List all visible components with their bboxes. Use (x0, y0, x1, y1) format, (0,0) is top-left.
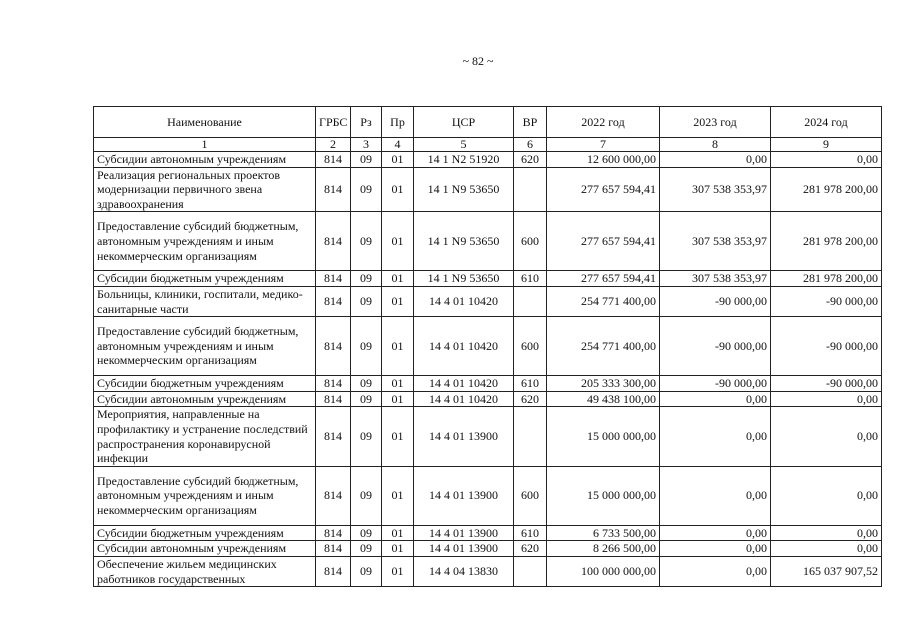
cell-2024: -90 000,00 (771, 286, 882, 316)
cell-2023: 0,00 (660, 466, 771, 525)
cell-vr (514, 167, 547, 212)
cell-name: Реализация региональных проектов модернизации первичного звена здравоохранения (94, 167, 316, 212)
column-number: 3 (351, 138, 382, 152)
cell-2024: 281 978 200,00 (771, 271, 882, 287)
cell-2023: 307 538 353,97 (660, 167, 771, 212)
column-number: 5 (414, 138, 514, 152)
column-number: 8 (660, 138, 771, 152)
cell-2024: 0,00 (771, 466, 882, 525)
cell-2022: 6 733 500,00 (547, 525, 660, 541)
cell-pr: 01 (382, 466, 414, 525)
table-row (94, 167, 882, 212)
cell-name: Предоставление субсидий бюджетным, автономным учреждениям и иным некоммерческим организациям (94, 317, 316, 376)
cell-grbs: 814 (316, 407, 351, 466)
column-number: 4 (382, 138, 414, 152)
cell-csr: 14 1 N9 53650 (414, 212, 514, 271)
cell-name: Мероприятия, направленные на профилактику и устранение последствий распространения коронавирусной инфекции (94, 407, 316, 466)
header-csr: ЦСР (414, 107, 514, 138)
cell-rz: 09 (351, 407, 382, 466)
cell-rz: 09 (351, 466, 382, 525)
header-2023: 2023 год (660, 107, 771, 138)
cell-csr: 14 4 04 13830 (414, 556, 514, 586)
header-vr: ВР (514, 107, 547, 138)
table-row (94, 556, 882, 586)
cell-pr: 01 (382, 376, 414, 392)
cell-2024: 0,00 (771, 541, 882, 557)
table-row (94, 466, 882, 525)
cell-grbs: 814 (316, 167, 351, 212)
cell-2022: 12 600 000,00 (547, 152, 660, 168)
cell-2023: -90 000,00 (660, 286, 771, 316)
cell-grbs: 814 (316, 376, 351, 392)
cell-grbs: 814 (316, 525, 351, 541)
table-body (94, 152, 882, 587)
cell-name: Субсидии бюджетным учреждениям (94, 376, 316, 392)
cell-2024: 0,00 (771, 525, 882, 541)
cell-grbs: 814 (316, 286, 351, 316)
cell-name: Предоставление субсидий бюджетным, автономным учреждениям и иным некоммерческим организациям (94, 212, 316, 271)
cell-2022: 15 000 000,00 (547, 466, 660, 525)
header-rz: Рз (351, 107, 382, 138)
column-number: 7 (547, 138, 660, 152)
cell-2022: 277 657 594,41 (547, 271, 660, 287)
cell-2023: 0,00 (660, 391, 771, 407)
cell-name: Субсидии автономным учреждениям (94, 541, 316, 557)
column-number: 1 (94, 138, 316, 152)
table-row (94, 407, 882, 466)
cell-rz: 09 (351, 271, 382, 287)
cell-vr (514, 556, 547, 586)
cell-csr: 14 1 N9 53650 (414, 271, 514, 287)
cell-2024: 0,00 (771, 407, 882, 466)
cell-grbs: 814 (316, 466, 351, 525)
cell-grbs: 814 (316, 271, 351, 287)
cell-csr: 14 4 01 13900 (414, 525, 514, 541)
cell-grbs: 814 (316, 317, 351, 376)
table-row (94, 317, 882, 376)
cell-rz: 09 (351, 391, 382, 407)
column-number-row (94, 138, 882, 152)
cell-rz: 09 (351, 525, 382, 541)
table-row (94, 541, 882, 557)
cell-2023: 0,00 (660, 525, 771, 541)
cell-2022: 15 000 000,00 (547, 407, 660, 466)
cell-csr: 14 1 N9 53650 (414, 167, 514, 212)
cell-grbs: 814 (316, 556, 351, 586)
cell-2024: 281 978 200,00 (771, 212, 882, 271)
cell-vr: 620 (514, 152, 547, 168)
cell-csr: 14 4 01 13900 (414, 466, 514, 525)
header-row (94, 107, 882, 138)
cell-vr: 600 (514, 212, 547, 271)
cell-rz: 09 (351, 286, 382, 316)
header-2024: 2024 год (771, 107, 882, 138)
cell-name: Субсидии автономным учреждениям (94, 152, 316, 168)
column-number: 2 (316, 138, 351, 152)
table-row (94, 376, 882, 392)
cell-2022: 205 333 300,00 (547, 376, 660, 392)
cell-name: Субсидии бюджетным учреждениям (94, 525, 316, 541)
cell-2023: 307 538 353,97 (660, 212, 771, 271)
cell-2022: 277 657 594,41 (547, 212, 660, 271)
cell-rz: 09 (351, 317, 382, 376)
budget-table (93, 106, 882, 587)
cell-2024: 281 978 200,00 (771, 167, 882, 212)
header-2022: 2022 год (547, 107, 660, 138)
cell-csr: 14 4 01 13900 (414, 541, 514, 557)
header-grbs: ГРБС (316, 107, 351, 138)
cell-2023: 307 538 353,97 (660, 271, 771, 287)
cell-2023: 0,00 (660, 541, 771, 557)
cell-2023: 0,00 (660, 407, 771, 466)
table-row (94, 391, 882, 407)
cell-2024: 0,00 (771, 152, 882, 168)
cell-grbs: 814 (316, 152, 351, 168)
cell-vr: 610 (514, 376, 547, 392)
cell-vr: 610 (514, 525, 547, 541)
cell-2022: 8 266 500,00 (547, 541, 660, 557)
cell-vr: 620 (514, 391, 547, 407)
cell-2023: -90 000,00 (660, 376, 771, 392)
cell-pr: 01 (382, 556, 414, 586)
cell-2022: 254 771 400,00 (547, 286, 660, 316)
cell-2022: 100 000 000,00 (547, 556, 660, 586)
cell-csr: 14 4 01 10420 (414, 286, 514, 316)
cell-rz: 09 (351, 167, 382, 212)
cell-name: Больницы, клиники, госпитали, медико-санитарные части (94, 286, 316, 316)
header-name: Наименование (94, 107, 316, 138)
cell-2023: 0,00 (660, 152, 771, 168)
table-row (94, 525, 882, 541)
cell-csr: 14 4 01 13900 (414, 407, 514, 466)
cell-2023: 0,00 (660, 556, 771, 586)
column-number: 9 (771, 138, 882, 152)
page-number: ~ 82 ~ (462, 54, 494, 68)
table-row (94, 271, 882, 287)
table-row (94, 286, 882, 316)
cell-rz: 09 (351, 376, 382, 392)
cell-pr: 01 (382, 286, 414, 316)
cell-vr: 600 (514, 317, 547, 376)
cell-pr: 01 (382, 317, 414, 376)
cell-csr: 14 4 01 10420 (414, 317, 514, 376)
cell-grbs: 814 (316, 212, 351, 271)
cell-rz: 09 (351, 556, 382, 586)
table-row (94, 152, 882, 168)
cell-pr: 01 (382, 271, 414, 287)
cell-grbs: 814 (316, 391, 351, 407)
cell-csr: 14 4 01 10420 (414, 376, 514, 392)
cell-2022: 49 438 100,00 (547, 391, 660, 407)
cell-vr: 610 (514, 271, 547, 287)
cell-2022: 254 771 400,00 (547, 317, 660, 376)
cell-2024: -90 000,00 (771, 376, 882, 392)
cell-rz: 09 (351, 212, 382, 271)
cell-2024: 165 037 907,52 (771, 556, 882, 586)
cell-vr (514, 286, 547, 316)
cell-2024: 0,00 (771, 391, 882, 407)
cell-2023: -90 000,00 (660, 317, 771, 376)
cell-pr: 01 (382, 212, 414, 271)
cell-vr: 620 (514, 541, 547, 557)
cell-name: Предоставление субсидий бюджетным, автономным учреждениям и иным некоммерческим организациям (94, 466, 316, 525)
cell-csr: 14 1 N2 51920 (414, 152, 514, 168)
cell-pr: 01 (382, 541, 414, 557)
cell-rz: 09 (351, 541, 382, 557)
table-row (94, 212, 882, 271)
cell-pr: 01 (382, 525, 414, 541)
cell-vr (514, 407, 547, 466)
cell-pr: 01 (382, 152, 414, 168)
cell-vr: 600 (514, 466, 547, 525)
cell-name: Обеспечение жильем медицинских работников государственных (94, 556, 316, 586)
cell-name: Субсидии автономным учреждениям (94, 391, 316, 407)
cell-pr: 01 (382, 167, 414, 212)
cell-rz: 09 (351, 152, 382, 168)
cell-grbs: 814 (316, 541, 351, 557)
cell-pr: 01 (382, 391, 414, 407)
cell-name: Субсидии бюджетным учреждениям (94, 271, 316, 287)
cell-2022: 277 657 594,41 (547, 167, 660, 212)
cell-2024: -90 000,00 (771, 317, 882, 376)
header-pr: Пр (382, 107, 414, 138)
column-number: 6 (514, 138, 547, 152)
cell-pr: 01 (382, 407, 414, 466)
cell-csr: 14 4 01 10420 (414, 391, 514, 407)
